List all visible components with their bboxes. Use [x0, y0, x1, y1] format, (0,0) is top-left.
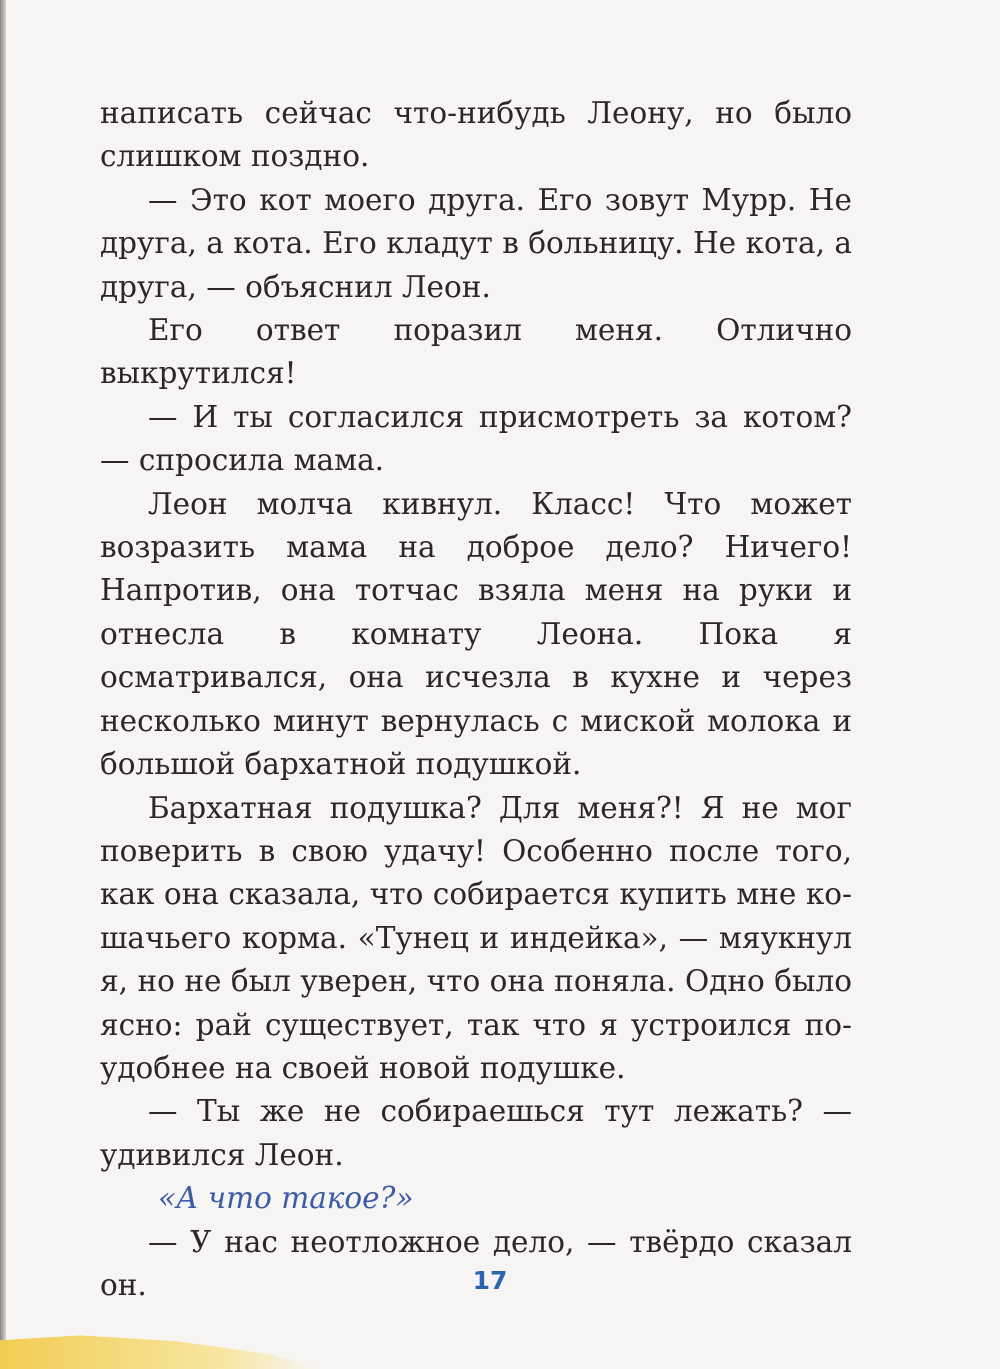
paragraph-dialogue-leon-explains: — Это кот моего друга. Его зовут Мурр. Не друга, а кота. Его кладут в больницу. Не кота, а друга, — объяснил Леон.	[100, 182, 852, 304]
page-number: 17	[472, 1266, 508, 1295]
paragraph-answer-amazed: Его ответ поразил меня. Отлично выкрутился!	[100, 313, 852, 391]
paragraph-leon-nods: Леон молча кивнул. Класс! Что может возразить мама на доброе дело? Ничего! Напротив, она тотчас взяла меня на руки и отнесла в комнату Леона. Пока я осматривался, она исчезла в кухне и через несколько минут вернулась с миской молока и большой бархатной подушкой.	[100, 486, 852, 782]
paragraph-velvet-pillow: Бархатная подушка? Для меня?! Я не мог поверить в свою удачу! Особенно после того, как она сказала, что собирается купить мне кошачьего корма. «Тунец и индейка», — мяукнул я, но не был уверен, что она поняла. Одно было ясно: рай существует, так что я устроился поудобнее на своей новой подушке.	[100, 790, 852, 1085]
paragraph-continuation: написать сейчас что-нибудь Леону, но было слишком поздно.	[100, 96, 852, 174]
paragraph-dialogue-urgent-matter: — У нас неотложное дело, — твёрдо сказал он.	[100, 1224, 852, 1302]
paragraph-cat-thought: «А что такое?»	[158, 1181, 414, 1216]
paragraph-dialogue-mom-asks: — И ты согласился присмотреть за котом? — спросила мама.	[100, 399, 852, 478]
paragraph-dialogue-leon-surprised: — Ты же не собираешься тут лежать? — удивился Леон.	[100, 1094, 852, 1172]
illustration-fragment	[0, 1321, 320, 1369]
page-edge-shadow	[0, 0, 6, 1369]
page-body-text	[100, 92, 852, 1307]
